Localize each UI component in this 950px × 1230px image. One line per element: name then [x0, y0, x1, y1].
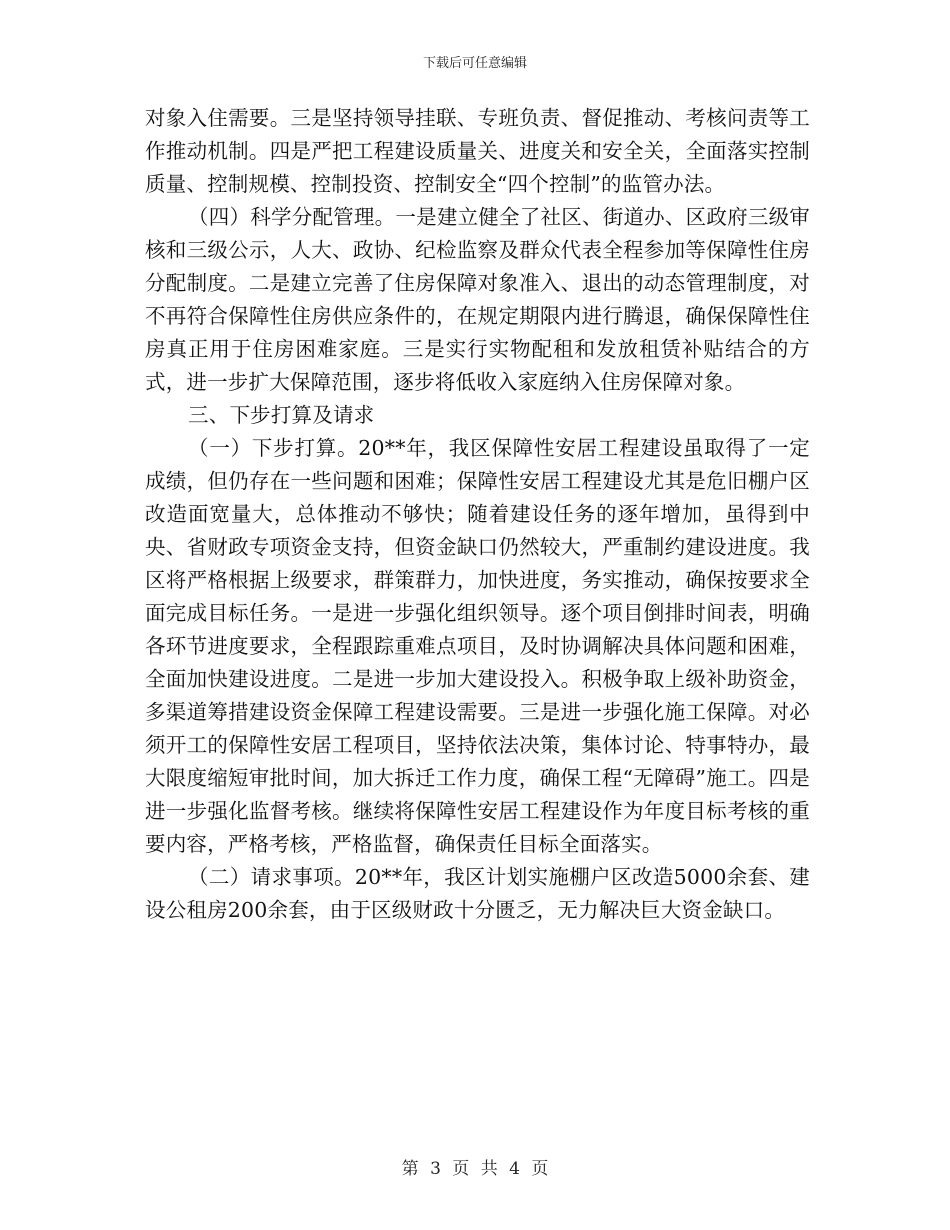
page-header: 下载后可任意编辑 — [422, 56, 527, 71]
document-body — [145, 102, 810, 927]
paragraph-4: （二）请求事项。20**年，我区计划实施棚户区改造5000余套、建设公租房200余套，由于区级财政十分匮乏，无力解决巨大资金缺口。 — [145, 865, 810, 922]
paragraph-2: （四）科学分配管理。一是建立健全了社区、街道办、区政府三级审核和三级公示，人大、政协、纪检监察及群众代表全程参加等保障性住房分配制度。二是建立完善了住房保障对象准入、退出的动态管理制度，对不再符合保障性住房供应条件的，在规定期限内进行腾退，确保保障性住房真正用于住房困难家庭。三是实行实物配租和发放租赁补贴结合的方式，进一步扩大保障范围，逐步将低收入家庭纳入住房保障对象。 — [145, 205, 810, 394]
page-footer: 第 3 页 共 4 页 — [401, 1159, 549, 1179]
paragraph-1: 对象入住需要。三是坚持领导挂联、专班负责、督促推动、考核问责等工作推动机制。四是严把工程建设质量关、进度关和安全关，全面落实控制质量、控制规模、控制投资、控制安全“四个控制”的监管办法。 — [145, 106, 810, 196]
section-heading: 三、下步打算及请求 — [188, 403, 375, 427]
paragraph-3: （一）下步打算。20**年，我区保障性安居工程建设虽取得了一定成绩，但仍存在一些问题和困难；保障性安居工程建设尤其是危旧棚户区改造面宽量大，总体推动不够快；随着建设任务的逐年增加，虽得到中央、省财政专项资金支持，但资金缺口仍然较大，严重制约建设进度。我区将严格根据上级要求，群策群力，加快进度，务实推动，确保按要求全面完成目标任务。一是进一步强化组织领导。逐个项目倒排时间表，明确各环节进度要求，全程跟踪重难点项目，及时协调解决具体问题和困难，全面加快建设进度。二是进一步加大建设投入。积极争取上级补助资金，多渠道筹措建设资金保障工程建设需要。三是进一步强化施工保障。对必须开工的保障性安居工程项目，坚持依法决策，集体讨论、特事特办，最大限度缩短审批时间，加大拆迁工作力度，确保工程“无障碍”施工。四是进一步强化监督考核。继续将保障性安居工程建设作为年度目标考核的重要内容，严格考核，严格监督，确保责任目标全面落实。 — [145, 436, 810, 856]
